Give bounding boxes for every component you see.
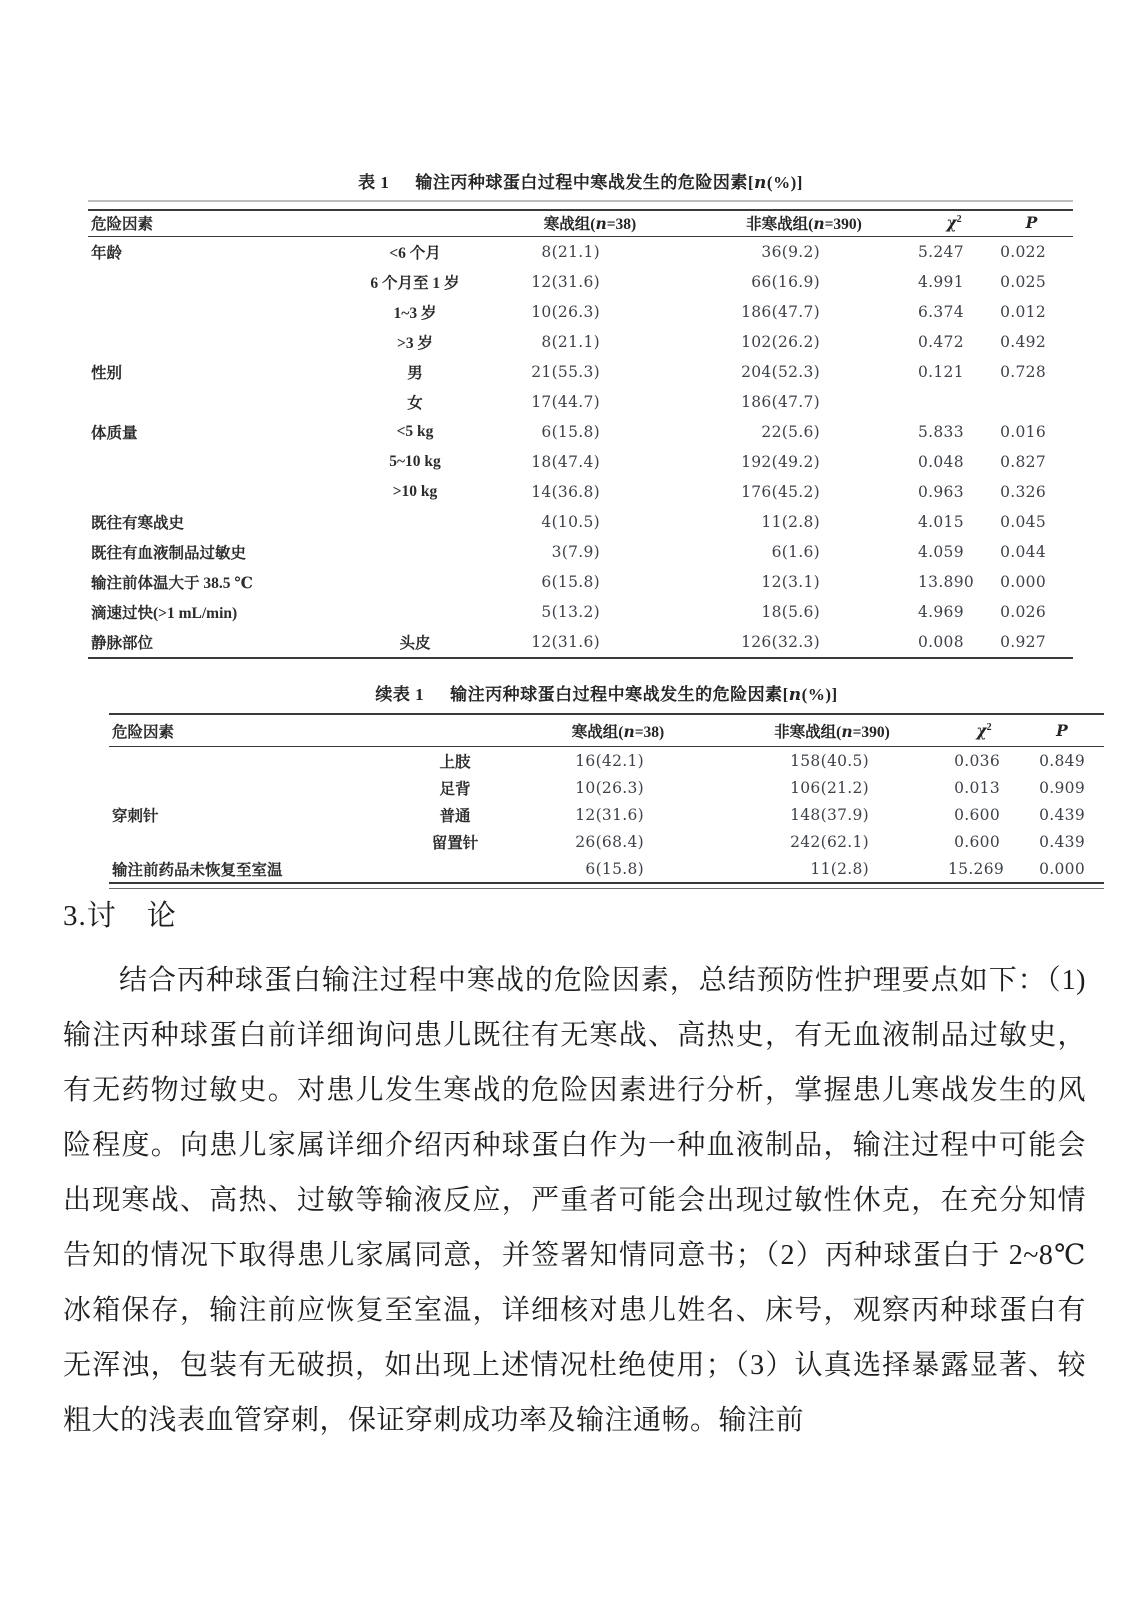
row-label-cell: 1~3 岁 <box>393 304 437 322</box>
row-label-cell: 滴速过快(>1 mL/min) <box>91 604 238 622</box>
value-cell: 0.439 <box>1039 832 1085 851</box>
discussion-heading: 3.讨 论 <box>63 900 177 932</box>
row-label-cell: 既往有寒战史 <box>91 514 185 532</box>
value-cell: 0.849 <box>1039 751 1085 770</box>
value-cell: 0.048 <box>918 452 964 471</box>
table-row <box>88 387 1073 417</box>
table2-label: 续表 1 <box>375 685 425 704</box>
column-header: P <box>1020 714 1104 747</box>
row-label-cell: 输注前体温大于 38.5 ℃ <box>91 574 253 592</box>
discussion-section <box>63 896 1086 1448</box>
table-row <box>88 537 1073 567</box>
value-cell: 0.927 <box>1000 632 1046 651</box>
column-header: 危险因素 <box>109 714 390 747</box>
row-label-cell: 性别 <box>91 364 123 382</box>
table2-title <box>109 684 1104 706</box>
table1-top-thin-rule <box>88 200 1073 202</box>
value-cell: 158(40.5) <box>790 751 869 770</box>
row-label-cell <box>340 597 490 627</box>
table-row <box>109 828 1104 855</box>
value-cell: 10(26.3) <box>575 778 644 797</box>
value-cell: 0.600 <box>954 832 1000 851</box>
value-cell: 17(44.7) <box>531 392 600 411</box>
row-label-cell: 普通 <box>439 807 471 825</box>
value-cell: 26(68.4) <box>575 832 644 851</box>
value-cell: 0.026 <box>1000 602 1046 621</box>
table1-body <box>88 236 1073 658</box>
value-cell: 0.000 <box>1000 572 1046 591</box>
value-cell: 0.121 <box>918 362 964 381</box>
row-label-cell <box>88 327 340 357</box>
column-header <box>390 714 520 747</box>
value-cell: 6(1.6) <box>771 542 820 561</box>
row-label-cell <box>88 267 340 297</box>
row-label-cell <box>88 387 340 417</box>
table1-block <box>88 172 1073 659</box>
row-label-cell <box>88 297 340 327</box>
value-cell: 36(9.2) <box>761 242 820 261</box>
table1-header-row <box>88 210 1073 237</box>
value-cell: 0.827 <box>1000 452 1046 471</box>
value-cell: 0.012 <box>1000 302 1046 321</box>
row-label-cell: 足背 <box>439 780 471 798</box>
value-cell: 4.015 <box>918 512 964 531</box>
table-row <box>88 597 1073 627</box>
row-label-cell: 头皮 <box>399 634 431 652</box>
row-label-cell: 留置针 <box>431 834 479 852</box>
risk-factors-table <box>88 209 1073 659</box>
value-cell: 4.991 <box>918 272 964 291</box>
value-cell: 6.374 <box>918 302 964 321</box>
table1-label: 表 1 <box>358 173 390 192</box>
value-cell: 4(10.5) <box>541 512 600 531</box>
table-row <box>88 417 1073 447</box>
table2-bottom-thin-rule <box>109 888 1104 890</box>
column-header: 寒战组(n=38) <box>490 210 690 237</box>
risk-factors-table-continued <box>109 713 1104 884</box>
column-header: P <box>990 210 1073 237</box>
column-header: $\chi^2$ <box>918 210 990 237</box>
spacer <box>109 706 1104 713</box>
value-cell: 0.022 <box>1000 242 1046 261</box>
value-cell: 0.013 <box>954 778 1000 797</box>
value-cell: 0.000 <box>1039 859 1085 878</box>
value-cell: 0.326 <box>1000 482 1046 501</box>
value-cell: 6(15.8) <box>585 859 644 878</box>
table1-title <box>88 172 1073 194</box>
column-header: $\chi^2$ <box>948 714 1020 747</box>
discussion-paragraph: 结合丙种球蛋白输注过程中寒战的危险因素，总结预防性护理要点如下：（1)输注丙种球蛋白前详细询问患儿既往有无寒战、高热史，有无血液制品过敏史，有无药物过敏史。对患儿发生寒战的危险因素进行分析，掌握患儿寒战发生的风险程度。向患儿家属详细介绍丙种球蛋白作为一种血液制品，输注过程中可能会出现寒战、高热、过敏等输液反应，严重者可能会出现过敏性休克，在充分知情告知的情况下取得患儿家属同意，并签署知情同意书；（2）丙种球蛋白于 2~8℃冰箱保存，输注前应恢复至室温，详细核对患儿姓名、床号，观察丙种球蛋白有无浑浊，包装有无破损，如出现上述情况杜绝使用；（3）认真选择暴露显著、较粗大的浅表血管穿刺，保证穿刺成功率及输注通畅。输注前 <box>63 965 1086 1436</box>
row-label-cell: 5~10 kg <box>389 452 441 470</box>
value-cell: 0.728 <box>1000 362 1046 381</box>
table2-body <box>109 747 1104 884</box>
row-label-cell: 年龄 <box>91 244 123 262</box>
row-label-cell: 女 <box>407 394 423 412</box>
value-cell: 102(26.2) <box>741 332 820 351</box>
value-cell: 13.890 <box>918 572 975 591</box>
row-label-cell <box>340 567 490 597</box>
value-cell: 0.045 <box>1000 512 1046 531</box>
value-cell: 15.269 <box>948 859 1005 878</box>
table-row <box>88 477 1073 507</box>
value-cell: 5(13.2) <box>541 602 600 621</box>
table2-block <box>109 684 1104 889</box>
value-cell: 22(5.6) <box>761 422 820 441</box>
value-cell: 0.472 <box>918 332 964 351</box>
value-cell: 11(2.8) <box>761 512 820 531</box>
column-header: 危险因素 <box>88 210 340 237</box>
row-label-cell <box>340 537 490 567</box>
table-row <box>109 855 1104 883</box>
column-header: 非寒战组(n=390) <box>690 210 918 237</box>
row-label-cell <box>340 507 490 537</box>
value-cell: 204(52.3) <box>741 362 820 381</box>
value-cell: 16(42.1) <box>575 751 644 770</box>
value-cell: 14(36.8) <box>531 482 600 501</box>
value-cell: 0.025 <box>1000 272 1046 291</box>
value-cell: 18(5.6) <box>761 602 820 621</box>
value-cell: 0.600 <box>954 805 1000 824</box>
value-cell: 11(2.8) <box>810 859 869 878</box>
value-cell: 186(47.7) <box>741 392 820 411</box>
value-cell: 4.059 <box>918 542 964 561</box>
table-row <box>88 357 1073 387</box>
table-row <box>88 236 1073 267</box>
table-row <box>88 507 1073 537</box>
value-cell: 18(47.4) <box>531 452 600 471</box>
row-label-cell: <6 个月 <box>389 244 441 262</box>
value-cell: 0.036 <box>954 751 1000 770</box>
value-cell: 8(21.1) <box>541 242 600 261</box>
row-label-cell: 体质量 <box>91 424 138 442</box>
value-cell: 0.016 <box>1000 422 1046 441</box>
row-label-cell: 6 个月至 1 岁 <box>370 274 460 292</box>
table-row <box>88 327 1073 357</box>
value-cell: 10(26.3) <box>531 302 600 321</box>
value-cell: 66(16.9) <box>751 272 820 291</box>
table-row <box>109 747 1104 775</box>
row-label-cell: 穿刺针 <box>112 807 159 825</box>
value-cell: 0.492 <box>1000 332 1046 351</box>
value-cell: 3(7.9) <box>551 542 600 561</box>
row-label-cell: 男 <box>407 364 423 382</box>
row-label-cell: 上肢 <box>439 753 471 771</box>
table1-title-text: 输注丙种球蛋白过程中寒战发生的危险因素[n(%)] <box>415 173 803 193</box>
row-label-cell <box>390 855 520 883</box>
row-label-cell: <5 kg <box>396 422 434 440</box>
row-label-cell: 静脉部位 <box>91 634 154 652</box>
value-cell: 6(15.8) <box>541 422 600 441</box>
value-cell: 21(55.3) <box>531 362 600 381</box>
row-label-cell <box>109 774 390 801</box>
table-row <box>88 267 1073 297</box>
value-cell: 8(21.1) <box>541 332 600 351</box>
row-label-cell <box>109 828 390 855</box>
value-cell: 0.008 <box>918 632 964 651</box>
value-cell: 12(31.6) <box>531 632 600 651</box>
row-label-cell: >3 岁 <box>397 334 433 352</box>
value-cell: 242(62.1) <box>790 832 869 851</box>
value-cell: 4.969 <box>918 602 964 621</box>
table-row <box>88 627 1073 658</box>
table-row <box>88 447 1073 477</box>
value-cell: 5.247 <box>918 242 964 261</box>
value-cell <box>990 387 1073 417</box>
value-cell: 126(32.3) <box>741 632 820 651</box>
row-label-cell: >10 kg <box>392 482 438 500</box>
value-cell <box>918 387 990 417</box>
value-cell: 0.909 <box>1039 778 1085 797</box>
value-cell: 12(31.6) <box>575 805 644 824</box>
row-label-cell: 既往有血液制品过敏史 <box>91 544 247 562</box>
value-cell: 5.833 <box>918 422 964 441</box>
value-cell: 12(31.6) <box>531 272 600 291</box>
column-header: 寒战组(n=38) <box>520 714 716 747</box>
value-cell: 0.439 <box>1039 805 1085 824</box>
column-header: 非寒战组(n=390) <box>716 714 948 747</box>
value-cell: 6(15.8) <box>541 572 600 591</box>
table2-title-text: 输注丙种球蛋白过程中寒战发生的危险因素[n(%)] <box>450 685 838 705</box>
value-cell: 0.044 <box>1000 542 1046 561</box>
value-cell: 148(37.9) <box>790 805 869 824</box>
table-row <box>109 801 1104 828</box>
row-label-cell <box>88 447 340 477</box>
row-label-cell: 输注前药品未恢复至室温 <box>112 861 283 879</box>
row-label-cell <box>88 477 340 507</box>
table-row <box>88 567 1073 597</box>
table-row <box>109 774 1104 801</box>
column-header <box>340 210 490 237</box>
value-cell: 0.963 <box>918 482 964 501</box>
value-cell: 12(3.1) <box>761 572 820 591</box>
value-cell: 176(45.2) <box>741 482 820 501</box>
value-cell: 192(49.2) <box>741 452 820 471</box>
table2-header-row <box>109 714 1104 747</box>
value-cell: 106(21.2) <box>790 778 869 797</box>
value-cell: 186(47.7) <box>741 302 820 321</box>
row-label-cell <box>109 747 390 775</box>
table-row <box>88 297 1073 327</box>
